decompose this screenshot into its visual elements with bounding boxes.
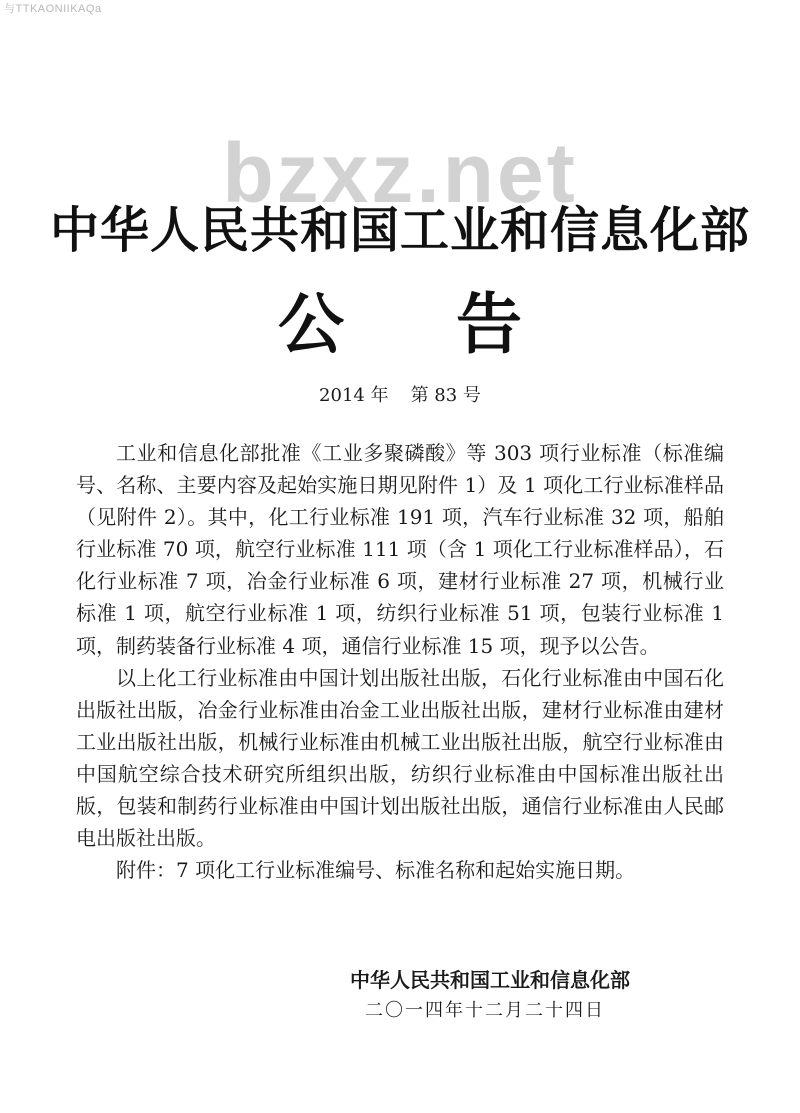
doc-type-char-1: 公 <box>278 286 344 363</box>
signing-date: 二〇一四年十二月二十四日 <box>365 1000 605 1021</box>
attachment-note: 附件：7 项化工行业标准编号、标准名称和起始实施日期。 <box>116 858 636 883</box>
watermark: bzxz.net <box>222 126 578 220</box>
document-type-heading <box>0 285 800 365</box>
document-issue-number: 第 83 号 <box>410 385 481 406</box>
body-paragraph-2: 以上化工行业标准由中国计划出版社出版，石化行业标准由中国石化出版社出版，冶金行业标准由冶金工业出版社出版，建材行业标准由建材工业出版社出版，机械行业标准由机械工业出版社出版，航空行业标准由中国航空综合技术研究所组织出版，纺织行业标准由中国标准出版社出版，包装和制药行业标准由中国计划出版社出版，通信行业标准由人民邮电出版社出版。 <box>76 665 724 851</box>
page-header-mark: 与TTKAONIIKAQa <box>4 3 102 15</box>
body-paragraph-1: 工业和信息化部批准《工业多聚磷酸》等 303 项行业标准（标准编号、名称、主要内容及起始实施日期见附件 1）及 1 项化工行业标准样品（见附件 2）。其中，化工行业标准 191 项，汽车行业标准 32 项，船舶行业标准 70 项，航空行业标准 111 项（含 1 项化工行业标准样品），石化行业标准 7 项，冶金行业标准 6 项，建材行业标准 27 项，机械行业标准 1 项，航空行业标准 1 项，纺织行业标准 51 项，包装行业标准 1 项，制药装备行业标准 4 项，通信行业标准 15 项，现予以公告。 <box>76 441 724 658</box>
ministry-title: 中华人民共和国工业和信息化部 <box>49 202 750 259</box>
doc-type-char-2: 告 <box>456 286 522 363</box>
document-year: 2014 年 <box>319 385 389 406</box>
announcement-body <box>76 437 724 886</box>
document-number <box>0 383 800 409</box>
signing-organization: 中华人民共和国工业和信息化部 <box>350 968 630 992</box>
